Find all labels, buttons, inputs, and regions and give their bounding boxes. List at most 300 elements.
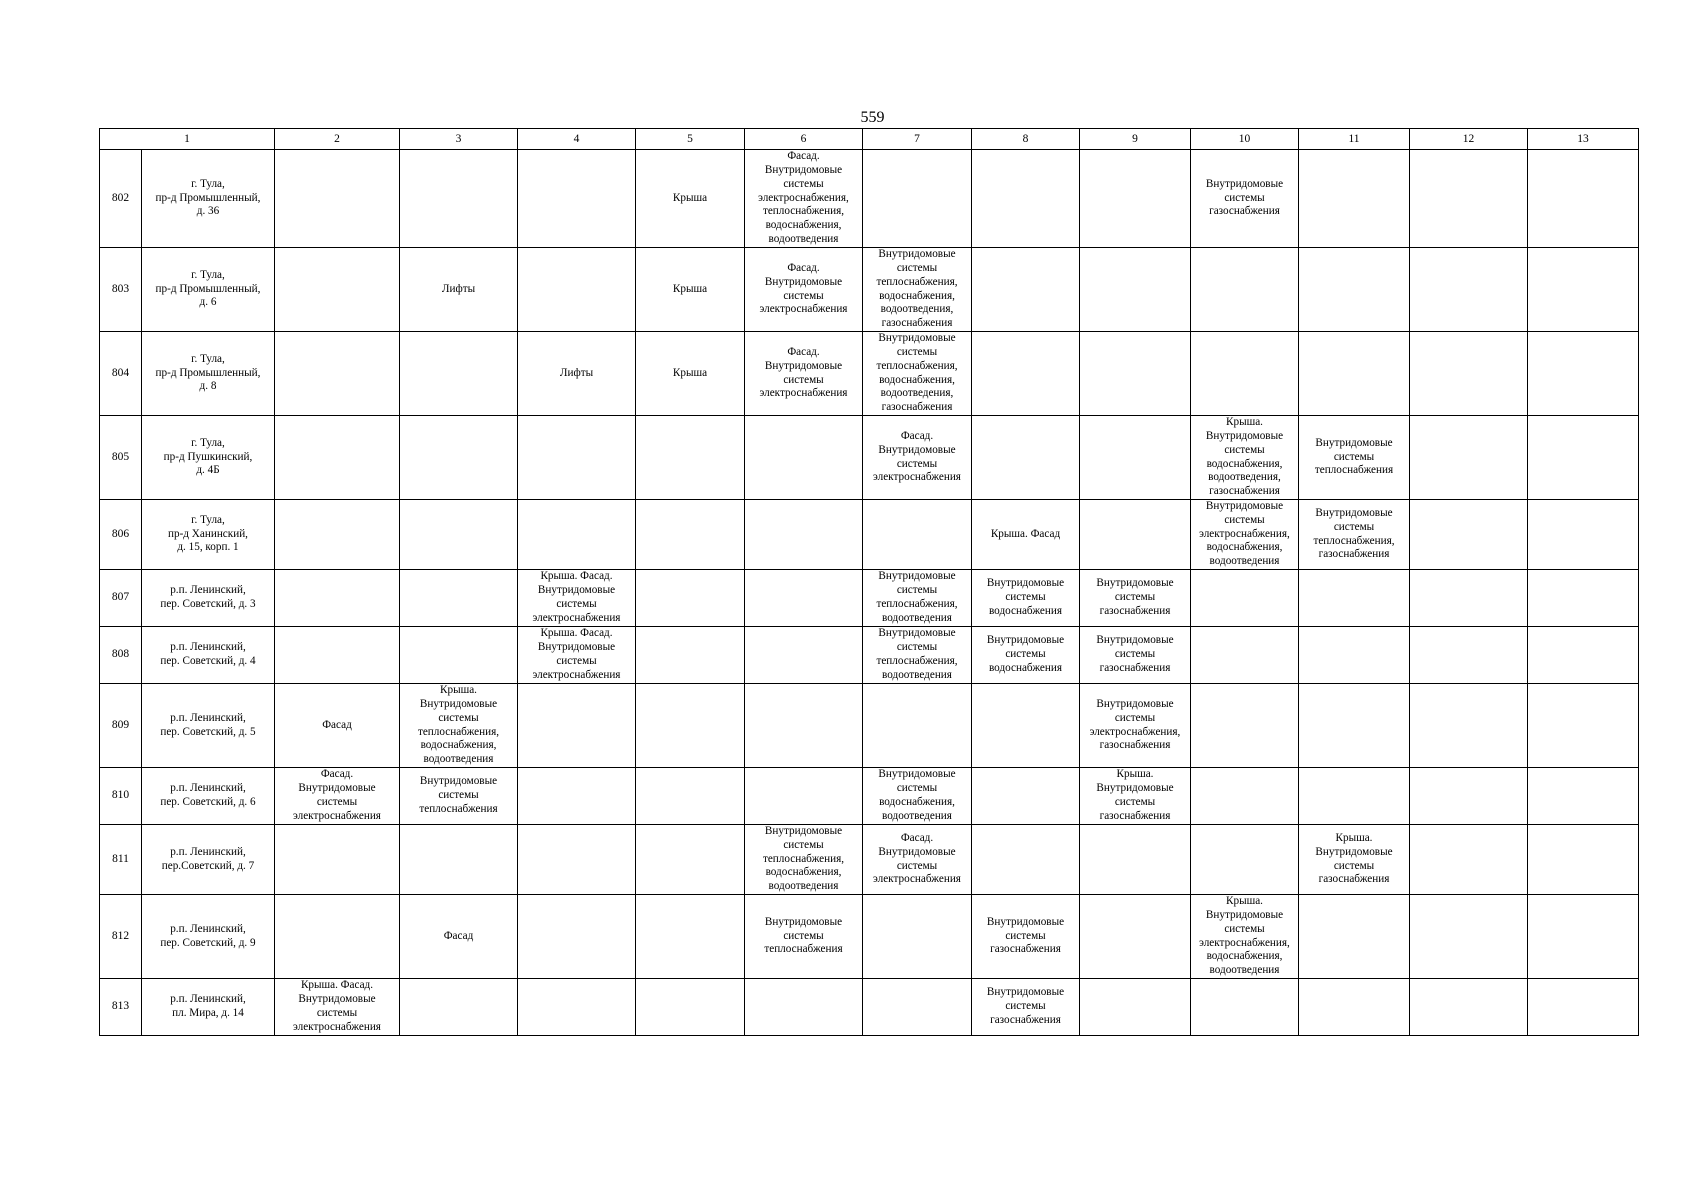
row-number: 812 <box>100 895 142 979</box>
cell-text-line: Внутридомовые <box>1096 697 1174 710</box>
row-number: 813 <box>100 979 142 1036</box>
column-header-9: 9 <box>1080 129 1191 150</box>
work-cell-col-9 <box>1080 500 1191 570</box>
column-header-13: 13 <box>1528 129 1639 150</box>
work-cell-col-6 <box>745 627 863 684</box>
work-cell-col-13 <box>1528 570 1639 627</box>
work-cell-col-3 <box>400 627 518 684</box>
cell-text-line: водоотведения <box>1209 555 1280 568</box>
cell-text-line: Фасад. <box>320 768 354 781</box>
cell-text-line: Внутридомовые <box>878 845 956 858</box>
cell-text-line: водоотведения, <box>880 303 954 316</box>
work-cell-col-3 <box>400 895 518 979</box>
work-cell-col-5 <box>636 570 745 627</box>
cell-text-line: газоснабжения <box>881 401 953 414</box>
cell-text-line: теплоснабжения, <box>762 205 845 218</box>
cell-text-line: Крыша. <box>1226 416 1263 429</box>
cell-text-line: системы <box>783 289 824 302</box>
column-header-12: 12 <box>1410 129 1528 150</box>
work-cell-col-4 <box>518 684 636 768</box>
cell-text-line: г. Тула, <box>191 436 225 449</box>
work-cell-col-5 <box>636 500 745 570</box>
table-row <box>100 684 1639 768</box>
cell-text-line: водоотведения <box>882 809 952 822</box>
cell-text-line: электроснабжения <box>873 873 961 886</box>
cell-text-line: Внутридомовые <box>764 275 843 288</box>
work-cell-col-11 <box>1299 684 1410 768</box>
work-cell-col-7 <box>863 825 972 895</box>
work-cell-col-8 <box>972 150 1080 248</box>
cell-text-line: водоснабжения, <box>1206 950 1283 963</box>
row-number: 802 <box>100 150 142 248</box>
work-cell-col-6 <box>745 768 863 825</box>
work-cell-col-3 <box>400 825 518 895</box>
work-cell-col-13 <box>1528 979 1639 1036</box>
work-cell-col-2 <box>275 825 400 895</box>
cell-text-line: д. 8 <box>199 380 217 393</box>
work-cell-col-5 <box>636 248 745 332</box>
work-cell-col-6 <box>745 416 863 500</box>
cell-text-line: пр-д Промышленный, <box>155 366 261 379</box>
cell-text-line: водоотведения <box>768 880 839 893</box>
column-header-11: 11 <box>1299 129 1410 150</box>
work-cell-col-11 <box>1299 825 1410 895</box>
cell-text-line: Внутридомовые <box>764 915 843 928</box>
cell-text-line: электроснабжения <box>759 387 848 400</box>
cell-text-line: Внутридомовые <box>298 993 376 1006</box>
cell-text-line: Крыша. <box>1335 831 1373 844</box>
cell-text-line: пр-д Ханинский, <box>168 527 248 540</box>
row-number: 805 <box>100 416 142 500</box>
work-cell-col-9 <box>1080 416 1191 500</box>
cell-text-line: Крыша <box>672 366 708 379</box>
cell-text-line: электроснабжения <box>293 1020 381 1033</box>
work-cell-col-8 <box>972 895 1080 979</box>
cell-text-line: электроснабжения <box>532 668 621 681</box>
row-number: 811 <box>100 825 142 895</box>
cell-text-line: водоснабжения <box>988 604 1063 617</box>
cell-text-line: электроснабжения, <box>1199 527 1290 540</box>
work-cell-col-11 <box>1299 768 1410 825</box>
work-cell-col-7 <box>863 684 972 768</box>
row-number: 808 <box>100 627 142 684</box>
cell-text-line: Внутридомовые <box>878 443 956 456</box>
cell-text-line: пер. Советский, д. 5 <box>160 725 256 738</box>
cell-text-line: теплоснабжения, <box>876 359 958 372</box>
cell-text-line: Крыша <box>672 191 708 204</box>
cell-text-line: Крыша. Фасад <box>990 527 1061 540</box>
column-header-1: 1 <box>100 129 275 150</box>
work-cell-col-3 <box>400 570 518 627</box>
work-cell-col-5 <box>636 825 745 895</box>
work-cell-col-10 <box>1191 500 1299 570</box>
work-cell-col-8 <box>972 332 1080 416</box>
cell-text-line: Внутридомовые <box>1096 782 1174 795</box>
work-cell-col-12 <box>1410 570 1528 627</box>
work-cell-col-6 <box>745 825 863 895</box>
repair-schedule-table <box>99 128 1639 1036</box>
cell-text-line: теплоснабжения <box>419 802 498 815</box>
work-cell-col-4 <box>518 416 636 500</box>
work-cell-col-4 <box>518 500 636 570</box>
table-row <box>100 248 1639 332</box>
work-cell-col-3 <box>400 684 518 768</box>
cell-text-line: Фасад. <box>900 831 934 844</box>
work-cell-col-7 <box>863 627 972 684</box>
address-cell <box>142 895 275 979</box>
work-cell-col-10 <box>1191 416 1299 500</box>
address-cell <box>142 768 275 825</box>
cell-text-line: газоснабжения <box>1318 873 1390 886</box>
cell-text-line: системы <box>896 457 938 470</box>
work-cell-col-3 <box>400 416 518 500</box>
address-cell <box>142 248 275 332</box>
work-cell-col-7 <box>863 979 972 1036</box>
work-cell-col-5 <box>636 768 745 825</box>
cell-text-line: теплоснабжения <box>764 943 843 956</box>
table-row <box>100 332 1639 416</box>
table-row <box>100 416 1639 500</box>
work-cell-col-7 <box>863 150 972 248</box>
cell-text-line: Внутридомовые <box>878 248 956 261</box>
work-cell-col-7 <box>863 570 972 627</box>
cell-text-line: системы <box>1333 859 1375 872</box>
cell-text-line: Внутридомовые <box>1205 908 1284 921</box>
cell-text-line: электроснабжения, <box>1089 725 1181 738</box>
work-cell-col-8 <box>972 684 1080 768</box>
work-cell-col-6 <box>745 150 863 248</box>
cell-text-line: системы <box>1333 520 1375 533</box>
cell-text-line: Внутридомовые <box>537 584 616 597</box>
cell-text-line: Внутридомовые <box>878 332 956 345</box>
work-cell-col-4 <box>518 979 636 1036</box>
work-cell-col-2 <box>275 500 400 570</box>
work-cell-col-4 <box>518 627 636 684</box>
work-cell-col-5 <box>636 150 745 248</box>
cell-text-line: Внутридомовые <box>878 627 956 640</box>
cell-text-line: газоснабжения <box>1099 661 1171 674</box>
work-cell-col-3 <box>400 979 518 1036</box>
work-cell-col-10 <box>1191 979 1299 1036</box>
cell-text-line: Внутридомовые <box>764 359 843 372</box>
work-cell-col-8 <box>972 416 1080 500</box>
cell-text-line: Внутридомовые <box>1096 634 1174 647</box>
column-header-6: 6 <box>745 129 863 150</box>
work-cell-col-7 <box>863 332 972 416</box>
cell-text-line: Лифты <box>559 366 594 379</box>
work-cell-col-4 <box>518 895 636 979</box>
cell-text-line: системы <box>783 373 824 386</box>
cell-text-line: водоотведения <box>882 668 952 681</box>
work-cell-col-11 <box>1299 416 1410 500</box>
cell-text-line: Внутридомовые <box>419 697 498 710</box>
table-row <box>100 825 1639 895</box>
cell-text-line: д. 4Б <box>196 464 220 477</box>
work-cell-col-13 <box>1528 825 1639 895</box>
cell-text-line: системы <box>1114 796 1156 808</box>
work-cell-col-11 <box>1299 570 1410 627</box>
work-cell-col-8 <box>972 248 1080 332</box>
work-cell-col-7 <box>863 248 972 332</box>
work-cell-col-8 <box>972 500 1080 570</box>
work-cell-col-5 <box>636 332 745 416</box>
cell-text-line: электроснабжения <box>873 471 961 484</box>
cell-text-line: электроснабжения <box>293 809 381 822</box>
cell-text-line: водоотведения <box>882 611 952 624</box>
cell-text-line: теплоснабжения, <box>417 725 500 738</box>
cell-text-line: Фасад. <box>787 150 820 163</box>
cell-text-line: системы <box>1224 922 1265 935</box>
cell-text-line: Фасад <box>443 929 474 942</box>
work-cell-col-7 <box>863 500 972 570</box>
address-cell <box>142 627 275 684</box>
work-cell-col-9 <box>1080 825 1191 895</box>
cell-text-line: Фасад <box>322 718 352 731</box>
cell-text-line: электроснабжения <box>759 303 848 316</box>
cell-text-line: Внутридомовые <box>878 570 956 583</box>
work-cell-col-8 <box>972 979 1080 1036</box>
page-number: 559 <box>860 109 885 126</box>
cell-text-line: водоснабжения, <box>1206 457 1283 470</box>
cell-text-line: Внутридомовые <box>986 986 1065 999</box>
cell-text-line: газоснабжения <box>881 317 953 330</box>
work-cell-col-3 <box>400 332 518 416</box>
cell-text-line: газоснабжения <box>1099 604 1171 617</box>
cell-text-line: теплоснабжения, <box>876 598 958 610</box>
row-number: 810 <box>100 768 142 825</box>
work-cell-col-8 <box>972 825 1080 895</box>
cell-text-line: системы <box>1005 591 1046 604</box>
cell-text-line: Внутридомовые <box>1315 506 1393 519</box>
cell-text-line: газоснабжения <box>1099 739 1171 752</box>
cell-text-line: пер. Советский, д. 9 <box>160 936 256 949</box>
work-cell-col-8 <box>972 768 1080 825</box>
work-cell-col-5 <box>636 416 745 500</box>
work-cell-col-2 <box>275 570 400 627</box>
work-cell-col-4 <box>518 248 636 332</box>
cell-text-line: Фасад. <box>900 429 934 442</box>
table-row <box>100 500 1639 570</box>
work-cell-col-10 <box>1191 150 1299 248</box>
work-cell-col-13 <box>1528 684 1639 768</box>
table-row <box>100 979 1639 1036</box>
work-cell-col-11 <box>1299 248 1410 332</box>
work-cell-col-6 <box>745 895 863 979</box>
table-body <box>100 129 1639 1036</box>
cell-text-line: теплоснабжения <box>1314 464 1394 477</box>
work-cell-col-9 <box>1080 895 1191 979</box>
cell-text-line: Внутридомовые <box>1205 429 1284 442</box>
cell-text-line: пер. Советский, д. 6 <box>160 796 256 808</box>
cell-text-line: водоснабжения <box>988 661 1063 674</box>
work-cell-col-10 <box>1191 768 1299 825</box>
row-number: 804 <box>100 332 142 416</box>
cell-text-line: системы <box>556 655 597 667</box>
row-number: 803 <box>100 248 142 332</box>
cell-text-line: г. Тула, <box>191 513 225 526</box>
cell-text-line: системы <box>1114 648 1156 661</box>
work-cell-col-10 <box>1191 570 1299 627</box>
work-cell-col-9 <box>1080 332 1191 416</box>
cell-text-line: водоотведения <box>423 753 494 766</box>
cell-text-line: пер. Советский, д. 4 <box>160 655 256 667</box>
cell-text-line: Внутридомовые <box>986 634 1065 647</box>
work-cell-col-4 <box>518 570 636 627</box>
column-header-7: 7 <box>863 129 972 150</box>
work-cell-col-4 <box>518 332 636 416</box>
cell-text-line: электроснабжения, <box>758 191 849 204</box>
work-cell-col-13 <box>1528 332 1639 416</box>
cell-text-line: водоотведения, <box>1208 471 1281 484</box>
cell-text-line: системы <box>1224 513 1265 526</box>
cell-text-line: водоснабжения, <box>420 739 497 752</box>
work-cell-col-2 <box>275 150 400 248</box>
address-cell <box>142 500 275 570</box>
work-cell-col-10 <box>1191 684 1299 768</box>
work-cell-col-9 <box>1080 979 1191 1036</box>
cell-text-line: Крыша. Фасад. <box>540 627 613 640</box>
cell-text-line: системы <box>783 177 824 190</box>
work-cell-col-7 <box>863 768 972 825</box>
cell-text-line: системы <box>896 261 938 274</box>
work-cell-col-10 <box>1191 627 1299 684</box>
work-cell-col-13 <box>1528 895 1639 979</box>
table-row <box>100 768 1639 825</box>
cell-text-line: Крыша. <box>1116 768 1154 781</box>
work-cell-col-3 <box>400 150 518 248</box>
work-cell-col-11 <box>1299 895 1410 979</box>
row-number: 806 <box>100 500 142 570</box>
address-cell <box>142 332 275 416</box>
work-cell-col-12 <box>1410 248 1528 332</box>
work-cell-col-6 <box>745 248 863 332</box>
cell-text-line: д. 15, корп. 1 <box>177 541 239 554</box>
cell-text-line: Внутридомовые <box>764 825 843 837</box>
cell-text-line: системы <box>783 929 824 942</box>
cell-text-line: теплоснабжения, <box>762 852 845 865</box>
work-cell-col-10 <box>1191 248 1299 332</box>
cell-text-line: газоснабжения <box>1209 485 1280 498</box>
cell-text-line: Лифты <box>441 282 476 295</box>
cell-text-line: водоснабжения, <box>879 289 955 302</box>
work-cell-col-3 <box>400 500 518 570</box>
address-cell <box>142 570 275 627</box>
cell-text-line: системы <box>783 838 824 851</box>
cell-text-line: г. Тула, <box>191 268 225 281</box>
cell-text-line: системы <box>1224 191 1265 204</box>
cell-text-line: газоснабжения <box>1209 205 1280 218</box>
work-cell-col-13 <box>1528 627 1639 684</box>
cell-text-line: р.п. Ленинский, <box>170 845 246 858</box>
cell-text-line: Внутридомовые <box>1096 577 1174 590</box>
cell-text-line: водоотведения <box>1209 964 1280 977</box>
work-cell-col-12 <box>1410 150 1528 248</box>
cell-text-line: системы <box>896 641 938 654</box>
work-cell-col-5 <box>636 895 745 979</box>
work-cell-col-12 <box>1410 332 1528 416</box>
cell-text-line: водоотведения, <box>880 387 954 400</box>
work-cell-col-13 <box>1528 500 1639 570</box>
work-cell-col-3 <box>400 768 518 825</box>
cell-text-line: Внутридомовые <box>419 775 498 788</box>
work-cell-col-12 <box>1410 627 1528 684</box>
address-cell <box>142 150 275 248</box>
cell-text-line: пер.Советский, д. 7 <box>161 859 255 872</box>
work-cell-col-5 <box>636 684 745 768</box>
cell-text-line: системы <box>438 711 479 724</box>
work-cell-col-12 <box>1410 416 1528 500</box>
work-cell-col-9 <box>1080 248 1191 332</box>
cell-text-line: системы <box>556 598 597 610</box>
column-header-4: 4 <box>518 129 636 150</box>
cell-text-line: теплоснабжения, <box>876 275 958 288</box>
column-header-3: 3 <box>400 129 518 150</box>
cell-text-line: системы <box>1224 443 1265 456</box>
work-cell-col-2 <box>275 416 400 500</box>
work-cell-col-4 <box>518 825 636 895</box>
work-cell-col-2 <box>275 627 400 684</box>
cell-text-line: д. 6 <box>199 296 217 309</box>
cell-text-line: Крыша. <box>1226 895 1263 908</box>
address-cell <box>142 416 275 500</box>
cell-text-line: г. Тула, <box>191 352 225 365</box>
cell-text-line: теплоснабжения, <box>876 655 958 667</box>
cell-text-line: Внутридомовые <box>764 164 843 176</box>
work-cell-col-13 <box>1528 150 1639 248</box>
cell-text-line: Внутридомовые <box>1205 500 1284 512</box>
cell-text-line: Крыша <box>672 282 708 295</box>
address-cell <box>142 979 275 1036</box>
cell-text-line: системы <box>1114 711 1156 724</box>
table-row <box>100 627 1639 684</box>
work-cell-col-2 <box>275 248 400 332</box>
cell-text-line: р.п. Ленинский, <box>170 782 246 795</box>
work-cell-col-13 <box>1528 768 1639 825</box>
work-cell-col-2 <box>275 768 400 825</box>
cell-text-line: системы <box>438 789 479 802</box>
cell-text-line: газоснабжения <box>1099 809 1171 822</box>
work-cell-col-12 <box>1410 684 1528 768</box>
cell-text-line: г. Тула, <box>191 177 225 190</box>
table-row <box>100 895 1639 979</box>
row-number: 807 <box>100 570 142 627</box>
work-cell-col-8 <box>972 570 1080 627</box>
work-cell-col-7 <box>863 416 972 500</box>
cell-text-line: системы <box>896 782 938 795</box>
row-number: 809 <box>100 684 142 768</box>
work-cell-col-12 <box>1410 979 1528 1036</box>
cell-text-line: системы <box>1005 929 1046 942</box>
cell-text-line: Фасад. <box>787 261 820 274</box>
address-cell <box>142 684 275 768</box>
work-cell-col-2 <box>275 979 400 1036</box>
cell-text-line: водоснабжения, <box>879 796 955 808</box>
cell-text-line: пр-д Промышленный, <box>155 191 261 204</box>
work-cell-col-5 <box>636 627 745 684</box>
work-cell-col-2 <box>275 895 400 979</box>
work-cell-col-2 <box>275 332 400 416</box>
cell-text-line: р.п. Ленинский, <box>170 711 246 724</box>
cell-text-line: газоснабжения <box>990 1013 1061 1026</box>
work-cell-col-11 <box>1299 150 1410 248</box>
work-cell-col-6 <box>745 570 863 627</box>
table-row <box>100 570 1639 627</box>
cell-text-line: электроснабжения, <box>1199 936 1290 949</box>
cell-text-line: газоснабжения <box>1318 548 1390 561</box>
cell-text-line: водоснабжения, <box>765 866 842 879</box>
cell-text-line: водоснабжения, <box>879 373 955 386</box>
work-cell-col-6 <box>745 332 863 416</box>
